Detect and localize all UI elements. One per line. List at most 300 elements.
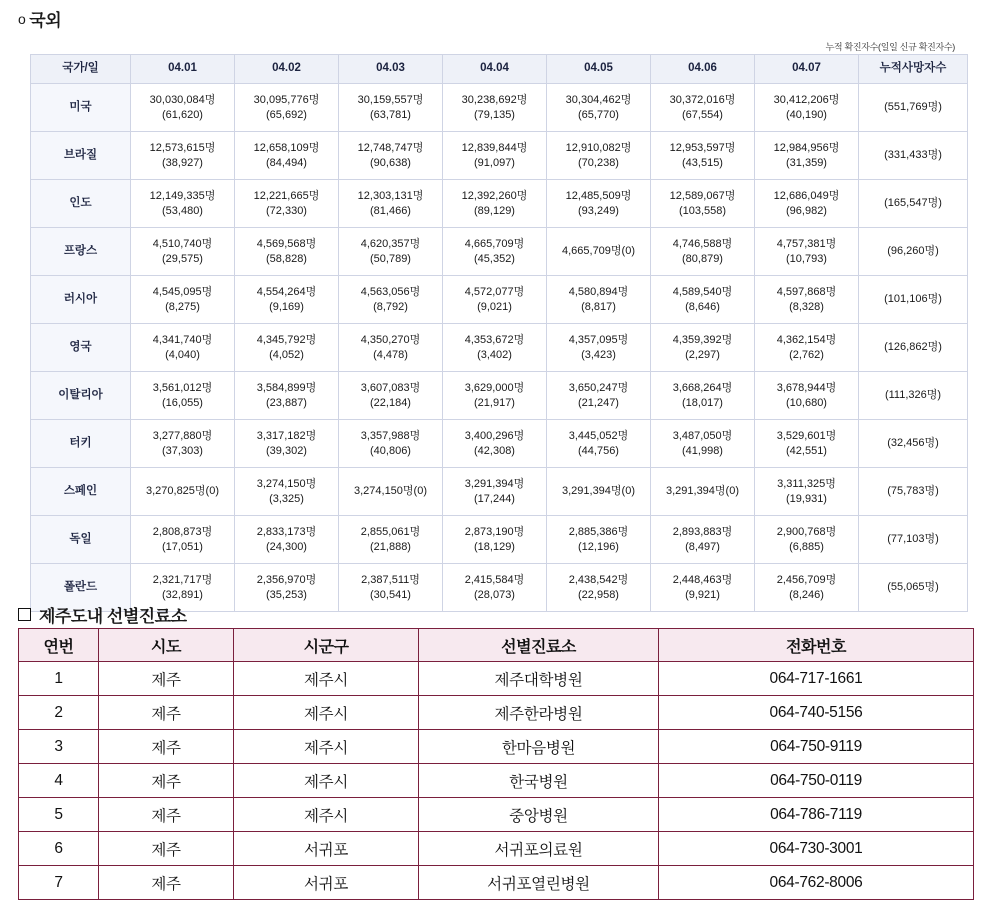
deaths-cell: (96,260명)	[859, 228, 968, 276]
table-row	[19, 866, 974, 900]
clinic-col-sido: 시도	[99, 629, 234, 662]
clinic-name: 한국병원	[419, 764, 659, 798]
cases-cell	[547, 180, 651, 228]
cases-total: 3,561,012명	[152, 381, 213, 394]
table-row	[19, 696, 974, 730]
cases-cell	[235, 372, 339, 420]
cases-total: 4,362,154명	[776, 333, 837, 346]
cases-total: 12,573,615명	[149, 141, 216, 154]
cases-cell	[235, 84, 339, 132]
cases-total: 12,953,597명	[669, 141, 736, 154]
clinic-sigungu: 제주시	[234, 662, 419, 696]
cases-new: (50,789)	[370, 252, 411, 265]
cases-new: (45,352)	[474, 252, 515, 265]
deaths-cell: (55,065명)	[859, 564, 968, 612]
cases-cell	[755, 324, 859, 372]
cases-new: (8,328)	[789, 300, 824, 313]
cases-total: 3,445,052명	[568, 429, 629, 442]
cases-total: 2,438,542명	[568, 573, 629, 586]
cases-cell	[755, 276, 859, 324]
cases-new: (8,792)	[373, 300, 408, 313]
table-row	[31, 420, 968, 468]
clinic-sigungu: 제주시	[234, 730, 419, 764]
cases-total: 4,357,095명	[568, 333, 629, 346]
cases-new: (8,497)	[685, 540, 720, 553]
cases-cell	[547, 84, 651, 132]
clinic-sido: 제주	[99, 866, 234, 900]
cases-cell	[339, 516, 443, 564]
country-name: 프랑스	[31, 228, 131, 276]
table-row	[31, 132, 968, 180]
cases-new: (28,073)	[474, 588, 515, 601]
clinic-sigungu: 제주시	[234, 696, 419, 730]
cases-total: 2,900,768명	[776, 525, 837, 538]
cases-new: (29,575)	[162, 252, 203, 265]
clinic-col-clinic: 선별진료소	[419, 629, 659, 662]
clinic-sido: 제주	[99, 764, 234, 798]
cases-total: 2,415,584명	[464, 573, 525, 586]
clinic-tel: 064-762-8006	[659, 866, 974, 900]
cases-total: 30,372,016명	[669, 93, 736, 106]
cases-total: 12,589,067명	[669, 189, 736, 202]
cases-cell	[131, 516, 235, 564]
section-clinic-title	[18, 602, 187, 627]
cases-cell	[651, 372, 755, 420]
clinic-col-sigungu: 시군구	[234, 629, 419, 662]
world-col-0404: 04.04	[443, 55, 547, 84]
cases-total: 12,839,844명	[461, 141, 528, 154]
cases-cell	[339, 132, 443, 180]
cases-total: 30,304,462명	[565, 93, 632, 106]
clinic-col-no: 연번	[19, 629, 99, 662]
cases-total: 30,095,776명	[253, 93, 320, 106]
cases-total: 4,569,568명	[256, 237, 317, 250]
table-row	[31, 516, 968, 564]
cases-cell	[755, 84, 859, 132]
cases-new: (12,196)	[578, 540, 619, 553]
cases-cell	[131, 228, 235, 276]
cases-new: (9,021)	[477, 300, 512, 313]
cases-total: 3,529,601명	[776, 429, 837, 442]
cases-new: (70,238)	[578, 156, 619, 169]
cases-new: (8,646)	[685, 300, 720, 313]
cases-new: (4,040)	[165, 348, 200, 361]
cases-total: 30,412,206명	[773, 93, 840, 106]
cases-cell	[235, 180, 339, 228]
cases-new: (61,620)	[162, 108, 203, 121]
table-row	[19, 832, 974, 866]
clinic-name: 서귀포의료원	[419, 832, 659, 866]
table-row	[19, 662, 974, 696]
country-name: 러시아	[31, 276, 131, 324]
cases-total: 4,341,740명	[152, 333, 213, 346]
checkbox-icon	[18, 608, 31, 621]
cases-cell	[131, 468, 235, 516]
world-col-0407: 04.07	[755, 55, 859, 84]
cases-new: (80,879)	[682, 252, 723, 265]
cases-cell	[755, 420, 859, 468]
clinic-sigungu: 제주시	[234, 798, 419, 832]
cases-new: (63,781)	[370, 108, 411, 121]
cases-cell	[755, 372, 859, 420]
cases-cell	[443, 132, 547, 180]
cases-cell	[755, 468, 859, 516]
cases-new: (18,017)	[682, 396, 723, 409]
cases-new: (84,494)	[266, 156, 307, 169]
section-world-title	[18, 6, 61, 31]
cases-new: (2,297)	[685, 348, 720, 361]
cases-new: (24,300)	[266, 540, 307, 553]
cases-cell	[339, 420, 443, 468]
cases-cell	[755, 228, 859, 276]
cases-new: (89,129)	[474, 204, 515, 217]
cases-new: (17,051)	[162, 540, 203, 553]
clinic-name: 한마음병원	[419, 730, 659, 764]
cases-new: (4,052)	[269, 348, 304, 361]
clinic-no: 1	[19, 662, 99, 696]
jeju-screening-clinic-table	[18, 628, 974, 900]
cases-new: (79,135)	[474, 108, 515, 121]
cases-total: 2,808,873명	[152, 525, 213, 538]
clinic-no: 6	[19, 832, 99, 866]
cases-total: 12,221,665명	[253, 189, 320, 202]
cases-cell	[339, 372, 443, 420]
cases-cell	[235, 132, 339, 180]
cases-total: 2,321,717명	[152, 573, 213, 586]
table-row	[31, 324, 968, 372]
cases-cell	[235, 228, 339, 276]
cases-new: (41,998)	[682, 444, 723, 457]
clinic-no: 2	[19, 696, 99, 730]
cases-total: 12,748,747명	[357, 141, 424, 154]
cases-cell	[235, 468, 339, 516]
cases-total: 12,910,082명	[565, 141, 632, 154]
clinic-sido: 제주	[99, 662, 234, 696]
cases-new: (96,982)	[786, 204, 827, 217]
cases-new: (3,325)	[269, 492, 304, 505]
world-table-body	[31, 84, 968, 612]
cases-new: (40,190)	[786, 108, 827, 121]
cases-new: (8,246)	[789, 588, 824, 601]
bullet-marker: o	[18, 11, 26, 27]
cases-total: 3,357,988명	[360, 429, 421, 442]
table-row	[31, 276, 968, 324]
clinic-col-tel: 전화번호	[659, 629, 974, 662]
cases-new: (23,887)	[266, 396, 307, 409]
clinic-sido: 제주	[99, 832, 234, 866]
cases-new: (81,466)	[370, 204, 411, 217]
cases-cell	[443, 228, 547, 276]
cases-total: 4,665,709명	[464, 237, 525, 250]
cases-total: 2,833,173명	[256, 525, 317, 538]
cases-cell	[443, 564, 547, 612]
cases-total: 3,400,296명	[464, 429, 525, 442]
cases-total: 12,658,109명	[253, 141, 320, 154]
cases-total: 12,686,049명	[773, 189, 840, 202]
cases-cell	[547, 132, 651, 180]
cases-new: (10,680)	[786, 396, 827, 409]
cases-new: (39,302)	[266, 444, 307, 457]
world-col-0406: 04.06	[651, 55, 755, 84]
country-name: 미국	[31, 84, 131, 132]
cases-total: 2,356,970명	[256, 573, 317, 586]
cases-cell	[339, 276, 443, 324]
clinic-no: 7	[19, 866, 99, 900]
cases-cell	[651, 564, 755, 612]
cases-total: 3,584,899명	[256, 381, 317, 394]
cases-total: 2,448,463명	[672, 573, 733, 586]
cases-cell	[339, 324, 443, 372]
cases-total: 4,580,894명	[568, 285, 629, 298]
cases-total: 12,149,335명	[149, 189, 216, 202]
cases-new: (42,308)	[474, 444, 515, 457]
clinic-sido: 제주	[99, 730, 234, 764]
world-col-deaths: 누적사망자수	[859, 55, 968, 84]
cases-total: 4,563,056명	[360, 285, 421, 298]
cases-total: 12,485,509명	[565, 189, 632, 202]
world-col-0402: 04.02	[235, 55, 339, 84]
deaths-cell: (331,433명)	[859, 132, 968, 180]
cases-new: (30,541)	[370, 588, 411, 601]
clinic-no: 3	[19, 730, 99, 764]
clinic-no: 4	[19, 764, 99, 798]
cases-cell	[235, 564, 339, 612]
deaths-cell: (126,862명)	[859, 324, 968, 372]
clinic-tel: 064-750-0119	[659, 764, 974, 798]
clinic-sigungu: 제주시	[234, 764, 419, 798]
cases-new: (8,275)	[165, 300, 200, 313]
cases-total: 4,359,392명	[672, 333, 733, 346]
deaths-cell: (75,783명)	[859, 468, 968, 516]
cases-cell	[651, 324, 755, 372]
cases-cell	[651, 84, 755, 132]
cases-new: (17,244)	[474, 492, 515, 505]
cases-new: (22,958)	[578, 588, 619, 601]
cases-new: (18,129)	[474, 540, 515, 553]
deaths-cell: (165,547명)	[859, 180, 968, 228]
country-name: 이탈리아	[31, 372, 131, 420]
cases-total: 2,873,190명	[464, 525, 525, 538]
cases-cell	[131, 276, 235, 324]
cases-cell	[443, 276, 547, 324]
cases-total: 3,291,394명(0)	[561, 485, 635, 498]
cases-cell	[235, 516, 339, 564]
deaths-cell: (77,103명)	[859, 516, 968, 564]
cases-cell	[339, 468, 443, 516]
cases-cell	[547, 468, 651, 516]
cases-total: 2,855,061명	[360, 525, 421, 538]
cases-cell	[547, 372, 651, 420]
cases-total: 4,665,709명(0)	[561, 245, 635, 258]
clinic-tel: 064-786-7119	[659, 798, 974, 832]
cases-total: 3,629,000명	[464, 381, 525, 394]
cases-total: 4,350,270명	[360, 333, 421, 346]
cases-cell	[755, 516, 859, 564]
cases-new: (91,097)	[474, 156, 515, 169]
table-row	[31, 84, 968, 132]
cases-cell	[547, 228, 651, 276]
cases-total: 4,620,357명	[360, 237, 421, 250]
clinic-sigungu: 서귀포	[234, 832, 419, 866]
cases-total: 3,277,880명	[152, 429, 213, 442]
cases-total: 3,291,394명(0)	[665, 485, 739, 498]
cases-new: (4,478)	[373, 348, 408, 361]
cases-total: 12,392,260명	[461, 189, 528, 202]
cases-total: 12,984,956명	[773, 141, 840, 154]
cases-total: 3,274,150명(0)	[353, 485, 427, 498]
cases-total: 3,274,150명	[256, 477, 317, 490]
cases-total: 3,678,944명	[776, 381, 837, 394]
cases-total: 2,456,709명	[776, 573, 837, 586]
cases-cell	[651, 132, 755, 180]
cases-total: 3,487,050명	[672, 429, 733, 442]
cases-cell	[131, 180, 235, 228]
cases-total: 4,510,740명	[152, 237, 213, 250]
cases-cell	[547, 324, 651, 372]
country-name: 영국	[31, 324, 131, 372]
cases-cell	[443, 420, 547, 468]
cases-new: (22,184)	[370, 396, 411, 409]
table-row	[31, 372, 968, 420]
clinic-tel: 064-730-3001	[659, 832, 974, 866]
cases-total: 4,545,095명	[152, 285, 213, 298]
world-col-0405: 04.05	[547, 55, 651, 84]
section-clinic-title-text: 제주도내 선별진료소	[39, 607, 187, 626]
cases-cell	[651, 516, 755, 564]
cases-new: (65,692)	[266, 108, 307, 121]
cases-cell	[131, 324, 235, 372]
cases-cell	[339, 180, 443, 228]
table-row	[31, 180, 968, 228]
cases-cell	[651, 420, 755, 468]
clinic-table-body	[19, 662, 974, 900]
cases-cell	[131, 372, 235, 420]
cases-total: 30,159,557명	[357, 93, 424, 106]
country-name: 브라질	[31, 132, 131, 180]
clinic-name: 제주대학병원	[419, 662, 659, 696]
cases-new: (58,828)	[266, 252, 307, 265]
cases-cell	[131, 420, 235, 468]
cases-total: 2,387,511명	[361, 573, 420, 586]
country-name: 인도	[31, 180, 131, 228]
table-row	[19, 764, 974, 798]
cases-new: (21,888)	[370, 540, 411, 553]
cases-total: 12,303,131명	[357, 189, 424, 202]
cases-cell	[755, 564, 859, 612]
table-row	[31, 228, 968, 276]
cases-cell	[547, 564, 651, 612]
section-world-title-text: 국외	[29, 11, 62, 30]
cases-cell	[235, 276, 339, 324]
cases-total: 2,885,386명	[568, 525, 629, 538]
cases-new: (10,793)	[786, 252, 827, 265]
country-name: 터키	[31, 420, 131, 468]
country-name: 독일	[31, 516, 131, 564]
table-row	[31, 468, 968, 516]
clinic-tel: 064-717-1661	[659, 662, 974, 696]
cases-new: (37,303)	[162, 444, 203, 457]
cases-total: 3,607,083명	[360, 381, 421, 394]
cases-total: 3,270,825명(0)	[145, 485, 219, 498]
cases-cell	[443, 324, 547, 372]
clinic-no: 5	[19, 798, 99, 832]
cases-total: 4,345,792명	[256, 333, 317, 346]
cases-cell	[651, 276, 755, 324]
cases-total: 3,668,264명	[672, 381, 733, 394]
world-cases-table	[30, 54, 968, 612]
cases-new: (3,423)	[581, 348, 616, 361]
cases-new: (6,885)	[789, 540, 824, 553]
clinic-sido: 제주	[99, 696, 234, 730]
cases-cell	[443, 516, 547, 564]
country-name: 스페인	[31, 468, 131, 516]
cases-new: (31,359)	[786, 156, 827, 169]
cases-cell	[547, 420, 651, 468]
clinic-sido: 제주	[99, 798, 234, 832]
cases-cell	[131, 84, 235, 132]
deaths-cell: (101,106명)	[859, 276, 968, 324]
cases-new: (40,806)	[370, 444, 411, 457]
cases-cell	[235, 324, 339, 372]
cases-cell	[339, 228, 443, 276]
cases-new: (9,921)	[685, 588, 720, 601]
country-name: 폴란드	[31, 564, 131, 612]
cases-new: (44,756)	[578, 444, 619, 457]
cases-cell	[443, 84, 547, 132]
cases-new: (9,169)	[269, 300, 304, 313]
cases-new: (35,253)	[266, 588, 307, 601]
world-col-0403: 04.03	[339, 55, 443, 84]
cases-total: 4,353,672명	[464, 333, 525, 346]
cases-cell	[443, 180, 547, 228]
cases-new: (103,558)	[678, 204, 727, 217]
cases-cell	[339, 84, 443, 132]
cases-total: 4,597,868명	[776, 285, 837, 298]
cases-new: (38,927)	[162, 156, 203, 169]
world-table-header-row	[31, 55, 968, 84]
table-row	[19, 730, 974, 764]
cases-new: (16,055)	[162, 396, 203, 409]
cases-total: 30,030,084명	[149, 93, 216, 106]
cases-new: (53,480)	[162, 204, 203, 217]
cases-total: 4,572,077명	[464, 285, 525, 298]
cases-cell	[547, 276, 651, 324]
cases-total: 4,589,540명	[672, 285, 733, 298]
cases-cell	[755, 180, 859, 228]
clinic-name: 중앙병원	[419, 798, 659, 832]
cases-cell	[235, 420, 339, 468]
clinic-table-header-row	[19, 629, 974, 662]
cases-total: 3,311,325명	[777, 477, 836, 490]
cases-new: (8,817)	[581, 300, 616, 313]
clinic-name: 서귀포열린병원	[419, 866, 659, 900]
clinic-tel: 064-740-5156	[659, 696, 974, 730]
cases-new: (2,762)	[789, 348, 824, 361]
world-col-0401: 04.01	[131, 55, 235, 84]
cases-cell	[755, 132, 859, 180]
cases-cell	[651, 180, 755, 228]
cases-total: 3,317,182명	[256, 429, 317, 442]
cases-cell	[547, 516, 651, 564]
clinic-name: 제주한라병원	[419, 696, 659, 730]
cases-new: (43,515)	[682, 156, 723, 169]
cases-cell	[131, 132, 235, 180]
cases-new: (32,891)	[162, 588, 203, 601]
cases-total: 30,238,692명	[461, 93, 528, 106]
deaths-cell: (32,456명)	[859, 420, 968, 468]
cases-total: 4,746,588명	[672, 237, 733, 250]
cases-new: (65,770)	[578, 108, 619, 121]
